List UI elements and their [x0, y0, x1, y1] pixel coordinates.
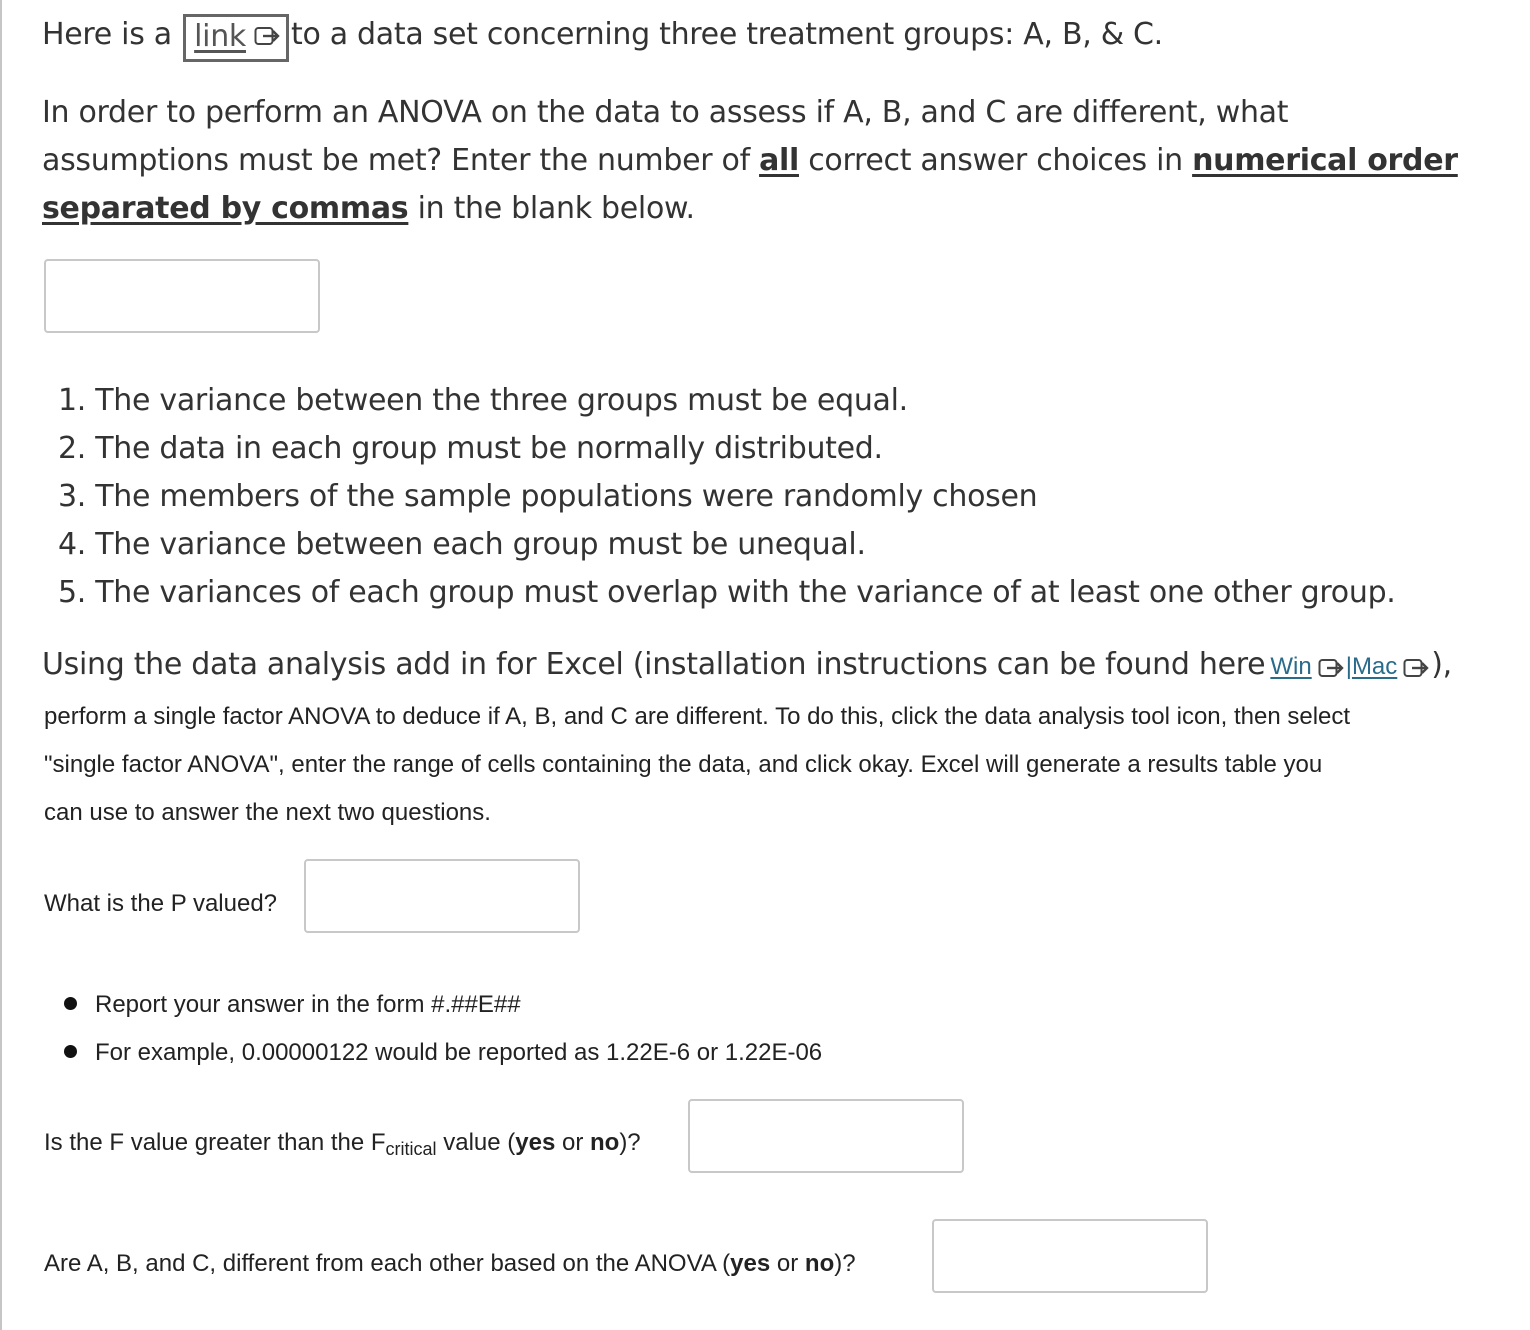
bullet-icon — [64, 1045, 77, 1058]
choice-4: 4. The variance between each group must be unequal. — [58, 527, 866, 562]
question1-line3 — [42, 191, 695, 226]
option-yes: yes — [730, 1250, 771, 1277]
f-critical-subscript: critical — [385, 1139, 437, 1159]
excel-line1 — [42, 647, 1452, 683]
emphasis-separated-by-commas: separated by commas — [42, 191, 409, 226]
choice-3: 3. The members of the sample populations were randomly chosen — [58, 479, 1038, 514]
external-link-icon — [1318, 657, 1344, 683]
different-answer-input[interactable] — [932, 1219, 1208, 1293]
excel-line4: can use to answer the next two questions. — [44, 799, 491, 826]
question1-line2-text: assumptions must be met? Enter the number of — [42, 143, 760, 178]
option-or: or — [770, 1250, 805, 1277]
question1-line1: In order to perform an ANOVA on the data to assess if A, B, and C are different, what — [42, 95, 1289, 130]
hint-text-1: Report your answer in the form #.##E## — [95, 991, 521, 1018]
data-set-link[interactable] — [183, 14, 289, 62]
choice-2: 2. The data in each group must be normally distributed. — [58, 431, 883, 466]
choice-1: 1. The variance between the three groups must be equal. — [58, 383, 908, 418]
different-text-end: )? — [834, 1250, 856, 1277]
win-instructions-link[interactable]: Win — [1270, 653, 1312, 680]
f-value-question — [44, 1129, 641, 1160]
bullet-icon — [64, 997, 77, 1010]
option-or: or — [555, 1129, 590, 1156]
p-value-input[interactable] — [304, 859, 580, 933]
link-separator: | — [1345, 653, 1352, 680]
intro-line — [42, 12, 1163, 60]
f-value-text-2: value ( — [436, 1129, 516, 1156]
p-value-label: What is the P valued? — [44, 890, 278, 917]
question1-line2 — [42, 143, 1458, 178]
excel-line1-text: Using the data analysis add in for Excel (installation instructions can be found here — [42, 647, 1266, 682]
hint-text-2: For example, 0.00000122 would be reported as 1.22E-6 or 1.22E-06 — [95, 1039, 823, 1066]
f-value-text: Is the F value greater than the F — [44, 1129, 386, 1156]
excel-line1-close: ), — [1431, 647, 1452, 682]
f-value-answer-input[interactable] — [688, 1099, 964, 1173]
mac-instructions-link[interactable]: Mac — [1351, 653, 1398, 680]
emphasis-numerical-order: numerical order — [1192, 143, 1458, 178]
question1-line2-text-2: correct answer choices in — [798, 143, 1193, 178]
choice-5: 5. The variances of each group must overlap with the variance of at least one other group. — [58, 575, 1396, 610]
assumptions-answer-input[interactable] — [44, 259, 320, 333]
option-no: no — [589, 1129, 620, 1156]
option-yes: yes — [515, 1129, 556, 1156]
hint-item-1 — [64, 991, 521, 1019]
different-text: Are A, B, and C, different from each other based on the ANOVA ( — [44, 1250, 731, 1277]
question1-line3-text: in the blank below. — [408, 191, 695, 226]
f-value-text-end: )? — [619, 1129, 641, 1156]
data-set-link-label[interactable]: link — [194, 19, 246, 54]
external-link-icon — [254, 20, 280, 55]
intro-text-before: Here is a — [42, 17, 172, 52]
intro-text-after: to a data set concerning three treatment groups: A, B, & C. — [290, 17, 1163, 52]
excel-line3: "single factor ANOVA", enter the range of cells containing the data, and click okay. Excel will generate a results table you — [44, 751, 1323, 778]
different-question — [44, 1250, 856, 1278]
excel-line2: perform a single factor ANOVA to deduce if A, B, and C are different. To do this, click the data analysis tool icon, then select — [44, 703, 1351, 730]
emphasis-all: all — [759, 143, 799, 178]
option-no: no — [804, 1250, 835, 1277]
hint-item-2 — [64, 1039, 822, 1067]
external-link-icon — [1403, 657, 1429, 683]
